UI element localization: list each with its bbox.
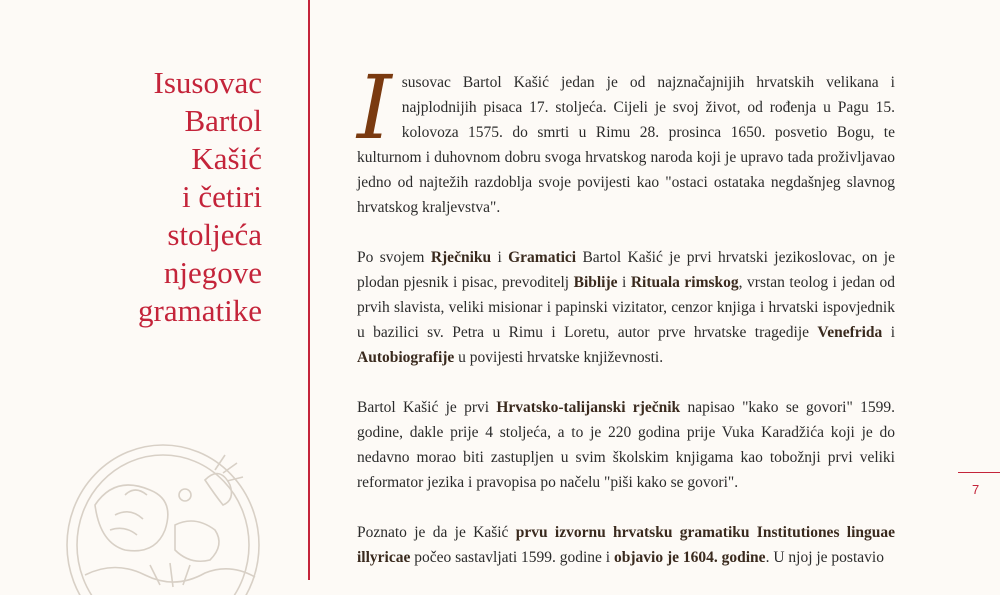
text-run: susovac Bartol Kašić jedan je od najznačajnijih hrvatskih velikana i najplodnijih pisaca 17. stoljeća. Cijeli je svoj život, od rođenja u Pagu 15. kolovoza 1575. do smrti u Rimu 28. prosinca 1650. posvetio Bogu, te kulturnom i duhovnom dobru svoga hrvatskog naroda koji je upravo tada proživljavao jedno od najtežih razdoblja svoje povijesti kao "ostaci ostataka negdašnjeg slavnog hrvatskog kraljevstva". [357,74,895,216]
paragraph [357,245,895,370]
text-run: i [491,249,509,266]
text-run: Poznato je da je Kašić [357,524,516,541]
text-run: Bartol Kašić je prvi hrvatski jezikoslovac, on je plodan pjesnik i pisac, prevoditelj [357,249,895,291]
body-text [357,56,896,595]
bold-phrase: Gramatici [508,249,577,266]
engraved-medallion-illustration [55,435,285,595]
text-run: počeo sastavljati 1599. godine i [410,549,614,566]
bold-phrase: Venefrida [817,324,883,341]
title-line: Isusovac [153,65,262,100]
bold-phrase: Autobiografije [357,349,455,366]
title-line: i četiri [181,179,262,214]
title-line: njegove [163,255,262,290]
page-number-rule [958,472,1000,473]
paragraph [357,520,895,570]
text-run: u povijesti hrvatske književnosti. [454,349,664,366]
bold-phrase: prvu izvornu hrvatsku gramatiku Institutiones linguae illyricae [357,524,896,566]
bold-phrase: Hrvatsko-talijanski rječnik [496,399,681,416]
paragraph [357,395,895,495]
text-run: Bartol Kašić je prvi [357,399,497,416]
paragraph [357,56,895,220]
text-run: . U njoj je postavio [765,549,884,566]
bold-phrase: Rječniku [430,249,492,266]
text-run: , vrstan teolog i jedan od prvih slavista, veliki misionar i papinski vizitator, cenzor knjiga i hrvatski ispovjednik u bazilici sv. Petra u Rimu i Loretu, autor prve hrvatske tragedije [357,274,896,341]
bold-phrase: Rituala rimskog [630,274,739,291]
text-run: i [882,324,895,341]
title-line: Bartol [184,103,262,138]
text-run: i [617,274,631,291]
title-line: gramatike [138,293,262,328]
text-run: napisao "kako se govori" 1599. godine, dakle prije 4 stoljeća, a to je 220 godina prije Vuka Karadžića koji je do nedavno morao biti zastupljen u svim školskim knjigama kao tobožnji prvi veliki reformator jezika i pravopisa po načelu "piši kako se govori". [357,399,895,491]
chapter-title [12,64,262,330]
text-run: Po svojem [357,249,431,266]
vertical-divider-line [308,0,310,580]
page-number: 7 [972,482,980,497]
bold-phrase: objavio je 1604. godine [614,549,766,566]
title-line: stoljeća [167,217,262,252]
title-line: Kašić [191,141,262,176]
drop-cap: I [357,56,392,159]
bold-phrase: Biblije [573,274,618,291]
